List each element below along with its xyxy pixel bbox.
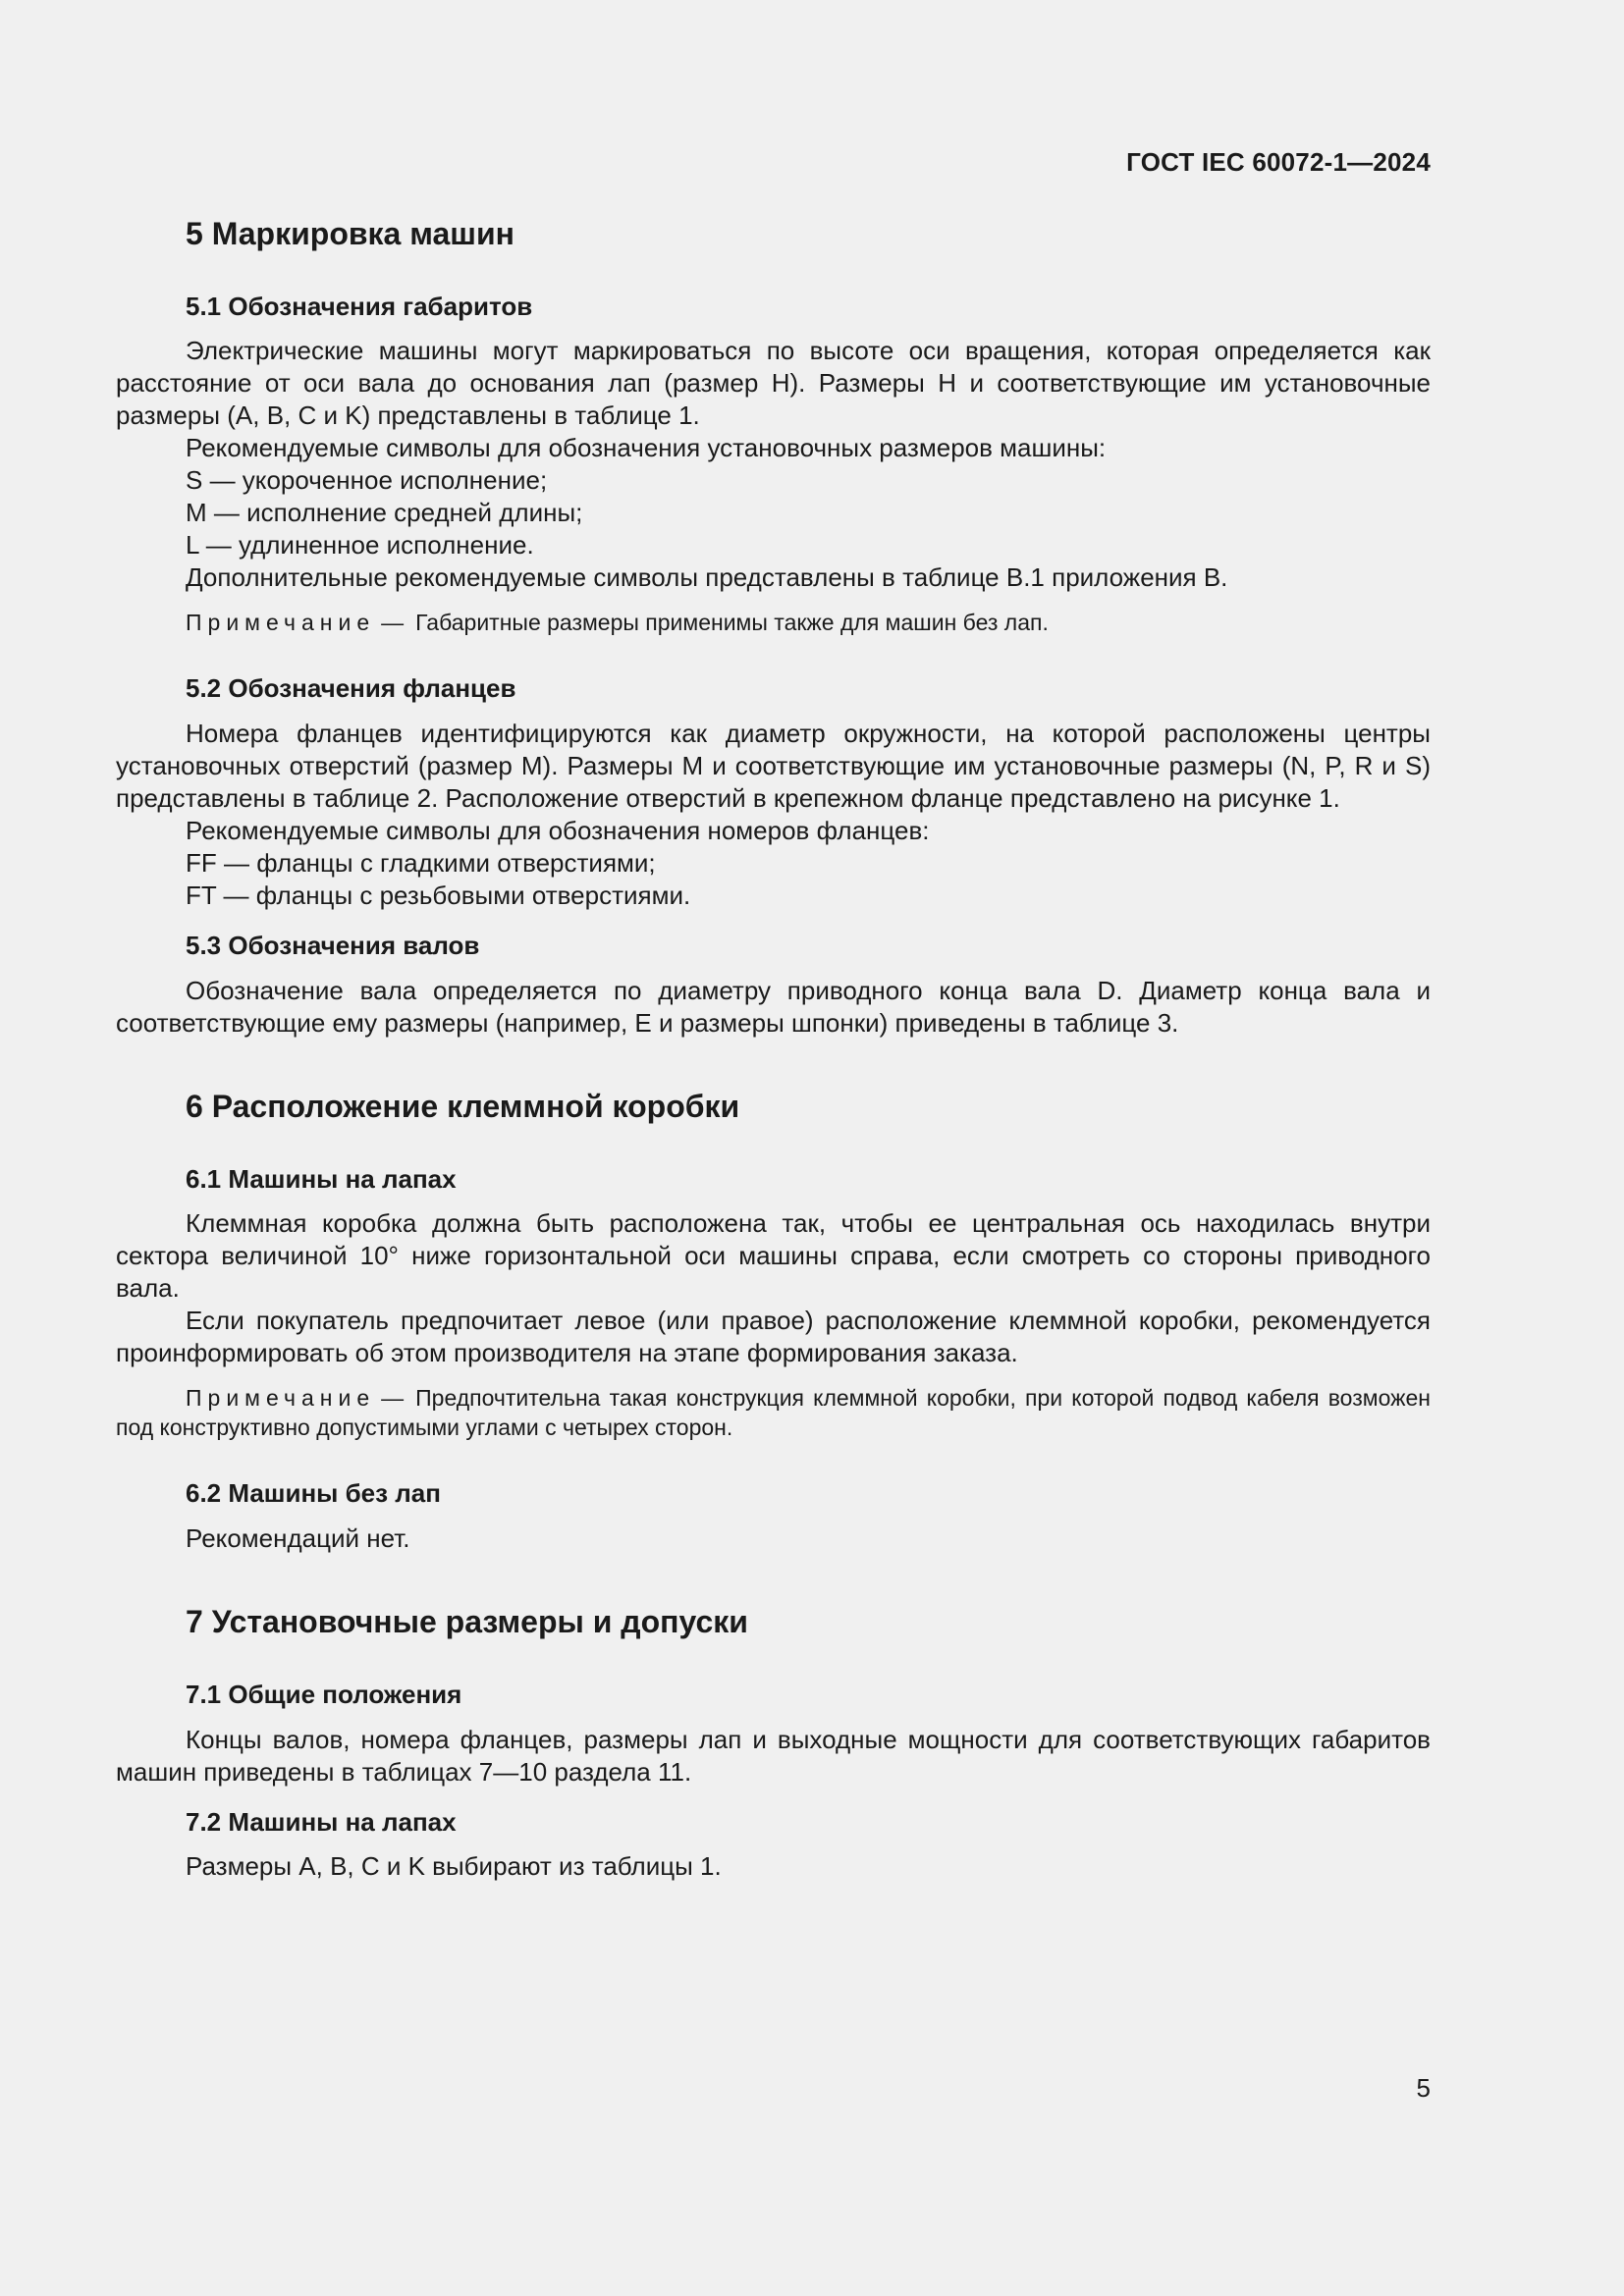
section-7-1-paragraph-1: Концы валов, номера фланцев, размеры лап и выходные мощности для соответствующих габаритов машин приведены в таблицах 7—10 раздела 11.: [116, 1724, 1431, 1787]
list-item-m: M — исполнение средней длины;: [186, 498, 583, 528]
note-text: Предпочтительна такая конструкция клеммной коробки, при которой подвод кабеля возможен под конструктивно допустимыми углами с четырех сторон.: [116, 1385, 1431, 1441]
section-6-1-paragraph-2: Если покупатель предпочитает левое (или правое) расположение клеммной коробки, рекомендуется проинформировать об этом производителя на этапе формирования заказа.: [116, 1306, 1431, 1368]
list-item-l: L — удлиненное исполнение.: [186, 530, 534, 561]
section-6-title: 6 Расположение клеммной коробки: [186, 1088, 740, 1124]
document-code: ГОСТ IEC 60072-1—2024: [1126, 147, 1431, 177]
section-6-1-title: 6.1 Машины на лапах: [186, 1163, 457, 1194]
note-text: Габаритные размеры применимы также для машин без лап.: [415, 610, 1049, 636]
section-6-1-note: [116, 1383, 1431, 1442]
note-dash: —: [381, 610, 405, 636]
section-6-2-title: 6.2 Машины без лап: [186, 1478, 441, 1509]
section-5-1-title: 5.1 Обозначения габаритов: [186, 291, 533, 321]
section-5-1-note: [116, 608, 1431, 637]
section-5-2-paragraph-1: Номера фланцев идентифицируются как диаметр окружности, на которой расположены центры установочных отверстий (размер M). Размеры M и соответствующие им установочные размеры (N, P, R и S) представлены в таблице 2. Расположение отверстий в крепежном фланце представлено на рисунке 1.: [116, 719, 1431, 814]
section-7-2-title: 7.2 Машины на лапах: [186, 1806, 457, 1837]
list-item-ft: FT — фланцы с резьбовыми отверстиями.: [186, 881, 691, 911]
list-item-ff: FF — фланцы с гладкими отверстиями;: [186, 848, 656, 879]
section-6-1-paragraph-1: Клеммная коробка должна быть расположена так, чтобы ее центральная ось находилась внутри сектора величиной 10° ниже горизонтальной оси машины справа, если смотреть со стороны приводного вала.: [116, 1208, 1431, 1304]
section-5-2-title: 5.2 Обозначения фланцев: [186, 673, 516, 704]
section-5-1-paragraph-3: Дополнительные рекомендуемые символы представлены в таблице B.1 приложения B.: [186, 562, 1228, 593]
section-5-2-paragraph-2: Рекомендуемые символы для обозначения номеров фланцев:: [186, 816, 930, 846]
list-item-s: S — укороченное исполнение;: [186, 465, 548, 496]
section-7-title: 7 Установочные размеры и допуски: [186, 1604, 748, 1640]
section-5-3-paragraph-1: Обозначение вала определяется по диаметру приводного конца вала D. Диаметр конца вала и соответствующие ему размеры (например, E и размеры шпонки) приведены в таблице 3.: [116, 975, 1431, 1038]
section-6-2-paragraph-1: Рекомендаций нет.: [186, 1523, 410, 1554]
section-7-1-title: 7.1 Общие положения: [186, 1679, 462, 1709]
note-dash: —: [381, 1385, 405, 1412]
note-label: Примечание: [186, 610, 376, 636]
section-7-2-paragraph-1: Размеры A, B, C и K выбирают из таблицы 1.: [186, 1851, 722, 1882]
page-number: 5: [1416, 2073, 1431, 2103]
section-5-3-title: 5.3 Обозначения валов: [186, 931, 480, 961]
note-label: Примечание: [186, 1385, 376, 1412]
section-5-title: 5 Маркировка машин: [186, 216, 514, 251]
document-content: [116, 214, 1431, 1883]
section-5-1-paragraph-2: Рекомендуемые символы для обозначения установочных размеров машины:: [186, 433, 1107, 463]
section-5-1-paragraph-1: Электрические машины могут маркироваться по высоте оси вращения, которая определяется как расстояние от оси вала до основания лап (размер H). Размеры H и соответствующие им установочные размеры (A, B, C и K) представлены в таблице 1.: [116, 336, 1431, 431]
